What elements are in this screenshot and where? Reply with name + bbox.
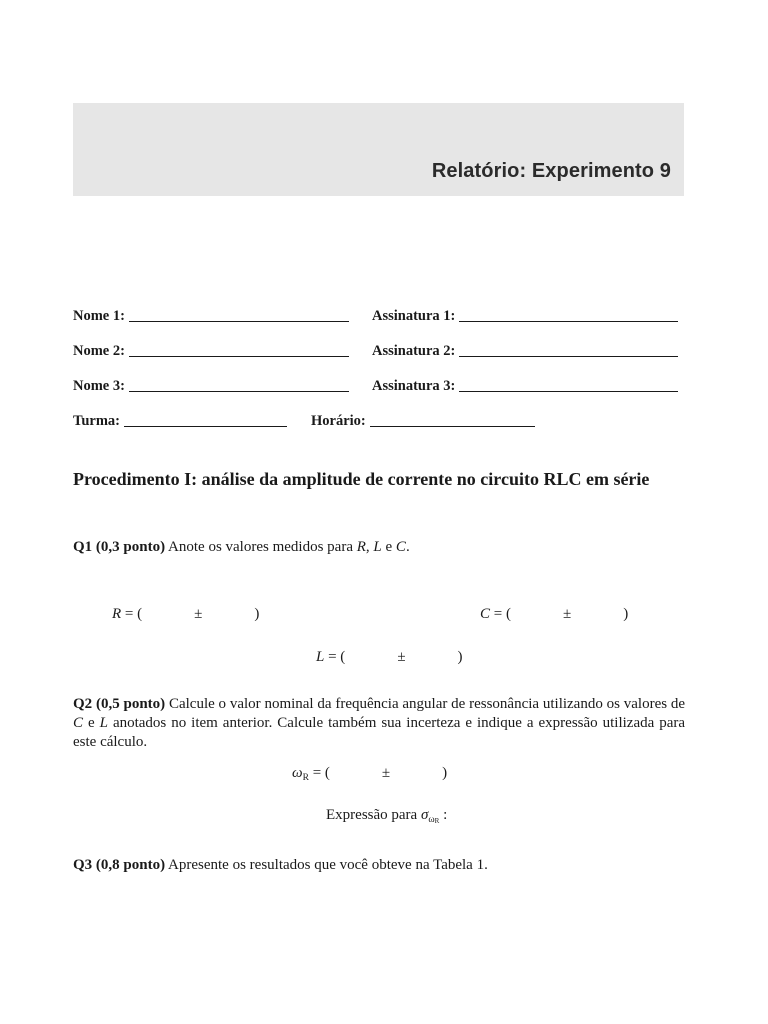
question-3	[73, 856, 685, 875]
l-symbol: L	[316, 649, 325, 665]
period: .	[405, 539, 410, 555]
question-2-text-2: anotados no item anterior. Calcule também sua incerteza e indique a expressão utilizada para este cálculo.	[73, 715, 686, 750]
schedule-line[interactable]	[370, 425, 535, 427]
var-c: C	[395, 539, 406, 555]
close-paren: )	[623, 606, 629, 622]
page-title: Relatório: Experimento 9	[431, 160, 671, 182]
name-3-line[interactable]	[129, 390, 349, 392]
class-line[interactable]	[124, 425, 287, 427]
signature-1-field	[372, 308, 678, 325]
r-equation	[112, 606, 259, 623]
plus-minus: ±	[194, 606, 203, 622]
name-2-line[interactable]	[129, 355, 349, 357]
signature-2-label: Assinatura 2:	[372, 343, 456, 359]
l-equation	[316, 649, 463, 666]
name-2-field	[73, 343, 349, 360]
schedule-field	[311, 413, 535, 430]
var-l: L	[373, 539, 382, 555]
omega-subscript: R	[302, 773, 309, 783]
r-symbol: R	[112, 606, 122, 622]
omega-symbol: ω	[292, 765, 303, 781]
question-3-label: Q3 (0,8 ponto)	[73, 857, 166, 873]
class-label: Turma:	[73, 413, 120, 429]
omega-equation	[292, 765, 447, 783]
sigma-symbol: σ	[420, 807, 429, 823]
section-title: Procedimento I: análise da amplitude de corrente no circuito RLC em série	[73, 469, 650, 489]
question-1	[73, 538, 685, 557]
question-2-label: Q2 (0,5 ponto)	[73, 696, 166, 712]
name-3-field	[73, 378, 349, 395]
name-2-label: Nome 2:	[73, 343, 125, 359]
conjunction: e	[385, 539, 393, 555]
colon: :	[443, 807, 448, 823]
name-1-label: Nome 1:	[73, 308, 125, 324]
class-field	[73, 413, 287, 430]
c-symbol: C	[480, 606, 491, 622]
plus-minus: ±	[562, 606, 572, 622]
sigma-expression	[326, 807, 447, 825]
schedule-label: Horário:	[311, 413, 366, 429]
signature-1-label: Assinatura 1:	[372, 308, 456, 324]
expression-label: Expressão para	[326, 807, 418, 823]
equals-open: = (	[493, 606, 511, 622]
question-1-label: Q1 (0,3 ponto)	[73, 539, 166, 555]
sigma-subsubscript: R	[434, 817, 440, 825]
equals-open: = (	[328, 649, 346, 665]
signature-3-label: Assinatura 3:	[372, 378, 456, 394]
question-1-text: Anote os valores medidos para	[168, 539, 353, 555]
equals-open: = (	[312, 765, 330, 781]
name-1-line[interactable]	[129, 320, 349, 322]
signature-1-line[interactable]	[459, 320, 678, 322]
question-2-text: Calcule o valor nominal da frequência angular de ressonância utilizando os valores de	[168, 696, 686, 712]
signature-3-line[interactable]	[459, 390, 678, 392]
var-r: R	[356, 539, 366, 555]
var-c: C	[73, 715, 84, 731]
signature-3-field	[372, 378, 678, 395]
question-2	[73, 695, 685, 752]
close-paren: )	[442, 765, 448, 781]
conjunction: e	[87, 715, 95, 731]
header-band	[73, 103, 684, 196]
plus-minus: ±	[381, 765, 391, 781]
close-paren: )	[457, 649, 463, 665]
equals-open: = (	[124, 606, 143, 622]
signature-2-field	[372, 343, 678, 360]
c-equation	[480, 606, 628, 623]
signature-2-line[interactable]	[459, 355, 678, 357]
close-paren: )	[254, 606, 260, 622]
name-3-label: Nome 3:	[73, 378, 125, 394]
name-1-field	[73, 308, 349, 325]
plus-minus: ±	[397, 649, 406, 665]
var-l: L	[99, 715, 108, 731]
comma: ,	[365, 539, 370, 555]
sigma-subscript: ω	[428, 815, 435, 825]
question-3-text: Apresente os resultados que você obteve na Tabela 1.	[168, 857, 488, 873]
